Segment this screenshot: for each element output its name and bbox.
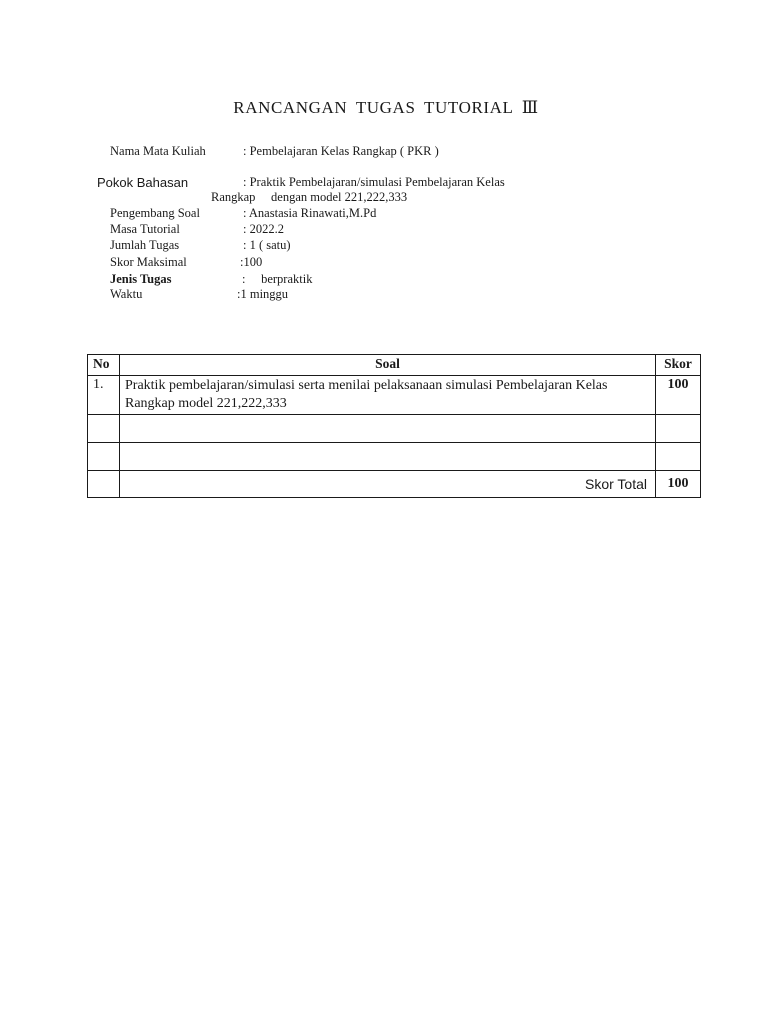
empty-cell <box>88 471 120 498</box>
skor-maksimal-value: :100 <box>240 255 263 269</box>
waktu-label: Waktu <box>110 287 143 301</box>
table-row-empty <box>88 443 701 471</box>
empty-cell <box>88 443 120 471</box>
empty-cell <box>656 443 701 471</box>
total-value: 100 <box>656 471 701 498</box>
pokok-bahasan-value-line2: Rangkap dengan model 221,222,333 <box>211 190 408 204</box>
table-total-row <box>88 471 701 498</box>
total-label: Skor Total <box>120 471 656 498</box>
empty-cell <box>88 415 120 443</box>
table-header-row <box>88 355 701 376</box>
table-row <box>88 376 701 415</box>
nama-mata-kuliah-label: Nama Mata Kuliah <box>110 144 206 158</box>
row-no: 1. <box>88 376 120 415</box>
jenis-tugas-label: Jenis Tugas <box>110 272 172 286</box>
page-title: RANCANGAN TUGAS TUTORIAL Ⅲ <box>233 98 539 117</box>
jumlah-tugas-label: Jumlah Tugas <box>110 238 180 252</box>
empty-cell <box>656 415 701 443</box>
skor-maksimal-label: Skor Maksimal <box>110 255 187 269</box>
nama-mata-kuliah-value: : Pembelajaran Kelas Rangkap ( PKR ) <box>243 144 439 158</box>
header-soal: Soal <box>120 355 656 376</box>
waktu-value: :1 minggu <box>237 287 289 301</box>
jumlah-tugas-value: : 1 ( satu) <box>243 238 291 252</box>
empty-cell <box>120 443 656 471</box>
pokok-bahasan-label: Pokok Bahasan <box>97 175 189 190</box>
soal-table <box>87 354 701 498</box>
row-soal: Praktik pembelajaran/simulasi serta menilai pelaksanaan simulasi Pembelajaran Kelas Rangkap model 221,222,333 <box>120 376 656 415</box>
masa-tutorial-value: : 2022.2 <box>243 222 284 236</box>
row-skor: 100 <box>656 376 701 415</box>
pengembang-soal-value: : Anastasia Rinawati,M.Pd <box>243 206 377 220</box>
header-no: No <box>88 355 120 376</box>
pokok-bahasan-value-line1: : Praktik Pembelajaran/simulasi Pembelajaran Kelas <box>243 175 505 189</box>
jenis-tugas-value: : berpraktik <box>242 272 313 286</box>
masa-tutorial-label: Masa Tutorial <box>110 222 180 236</box>
table-row-empty <box>88 415 701 443</box>
empty-cell <box>120 415 656 443</box>
header-skor: Skor <box>656 355 701 376</box>
pengembang-soal-label: Pengembang Soal <box>110 206 200 220</box>
